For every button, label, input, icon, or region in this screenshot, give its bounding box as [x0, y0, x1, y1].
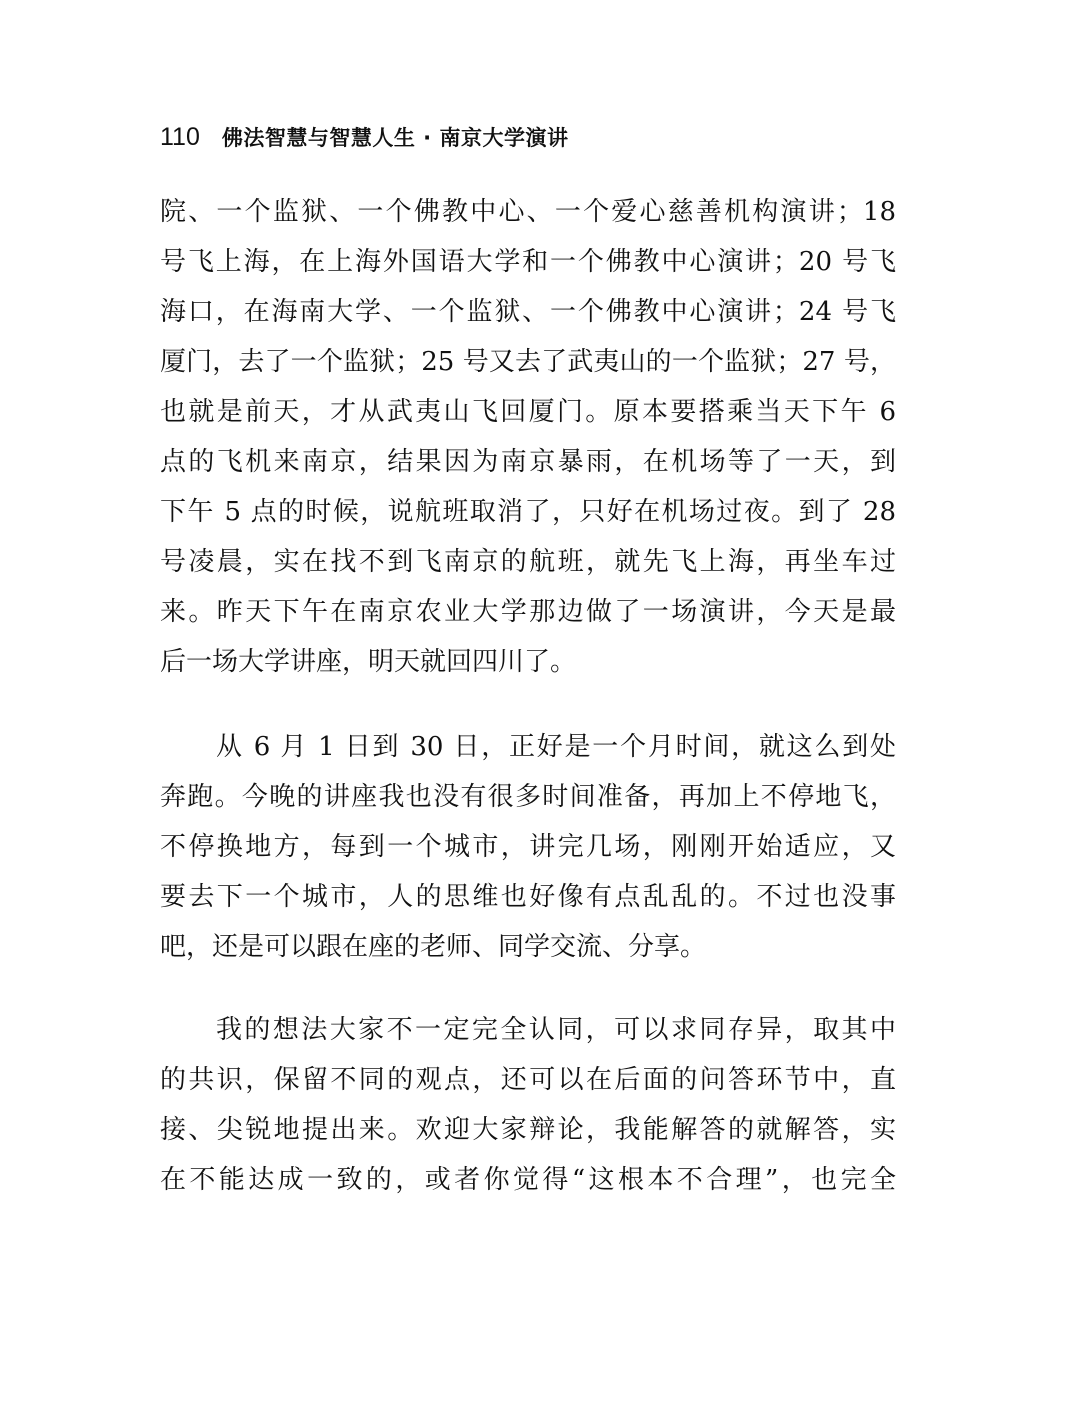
- paragraph: [160, 722, 896, 972]
- text-line: 在不能达成一致的，或者你觉得“这根本不合理”，也完全: [160, 1165, 896, 1195]
- text-line: 下午 5 点的时候，说航班取消了，只好在机场过夜。到了 28: [160, 497, 896, 527]
- text-line: 厦门，去了一个监狱；25 号又去了武夷山的一个监狱；27 号，: [160, 347, 896, 377]
- text-line: 后一场大学讲座，明天就回四川了。: [160, 647, 577, 677]
- text-line: 奔跑。今晚的讲座我也没有很多时间准备，再加上不停地飞，: [160, 782, 896, 812]
- text-line: 也就是前天，才从武夷山飞回厦门。原本要搭乘当天下午 6: [160, 397, 896, 427]
- paragraph: [160, 187, 896, 687]
- text-line: 不停换地方，每到一个城市，讲完几场，刚刚开始适应，又: [160, 832, 896, 862]
- text-line: 我的想法大家不一定完全认同，可以求同存异，取其中: [216, 1015, 896, 1045]
- text-line: 接、尖锐地提出来。欢迎大家辩论，我能解答的就解答，实: [160, 1115, 896, 1145]
- running-header: [160, 122, 568, 158]
- text-line: 院、一个监狱、一个佛教中心、一个爱心慈善机构演讲；18: [160, 197, 896, 227]
- page-number: 110: [160, 123, 200, 151]
- text-line: 号飞上海，在上海外国语大学和一个佛教中心演讲；20 号飞: [160, 247, 896, 277]
- text-line: 号凌晨，实在找不到飞南京的航班，就先飞上海，再坐车过: [160, 547, 896, 577]
- text-line: 的共识，保留不同的观点，还可以在后面的问答环节中，直: [160, 1065, 896, 1095]
- text-line: 海口，在海南大学、一个监狱、一个佛教中心演讲；24 号飞: [160, 297, 896, 327]
- text-line: 从 6 月 1 日到 30 日，正好是一个月时间，就这么到处: [216, 732, 896, 762]
- text-line: 来。昨天下午在南京农业大学那边做了一场演讲，今天是最: [160, 597, 896, 627]
- text-line: 要去下一个城市，人的思维也好像有点乱乱的。不过也没事: [160, 882, 896, 912]
- text-line: 点的飞机来南京，结果因为南京暴雨，在机场等了一天，到: [160, 447, 896, 477]
- paragraph: [160, 1005, 896, 1205]
- running-header-title: 佛法智慧与智慧人生 · 南京大学演讲: [221, 126, 569, 150]
- text-line: 吧，还是可以跟在座的老师、同学交流、分享。: [160, 932, 707, 962]
